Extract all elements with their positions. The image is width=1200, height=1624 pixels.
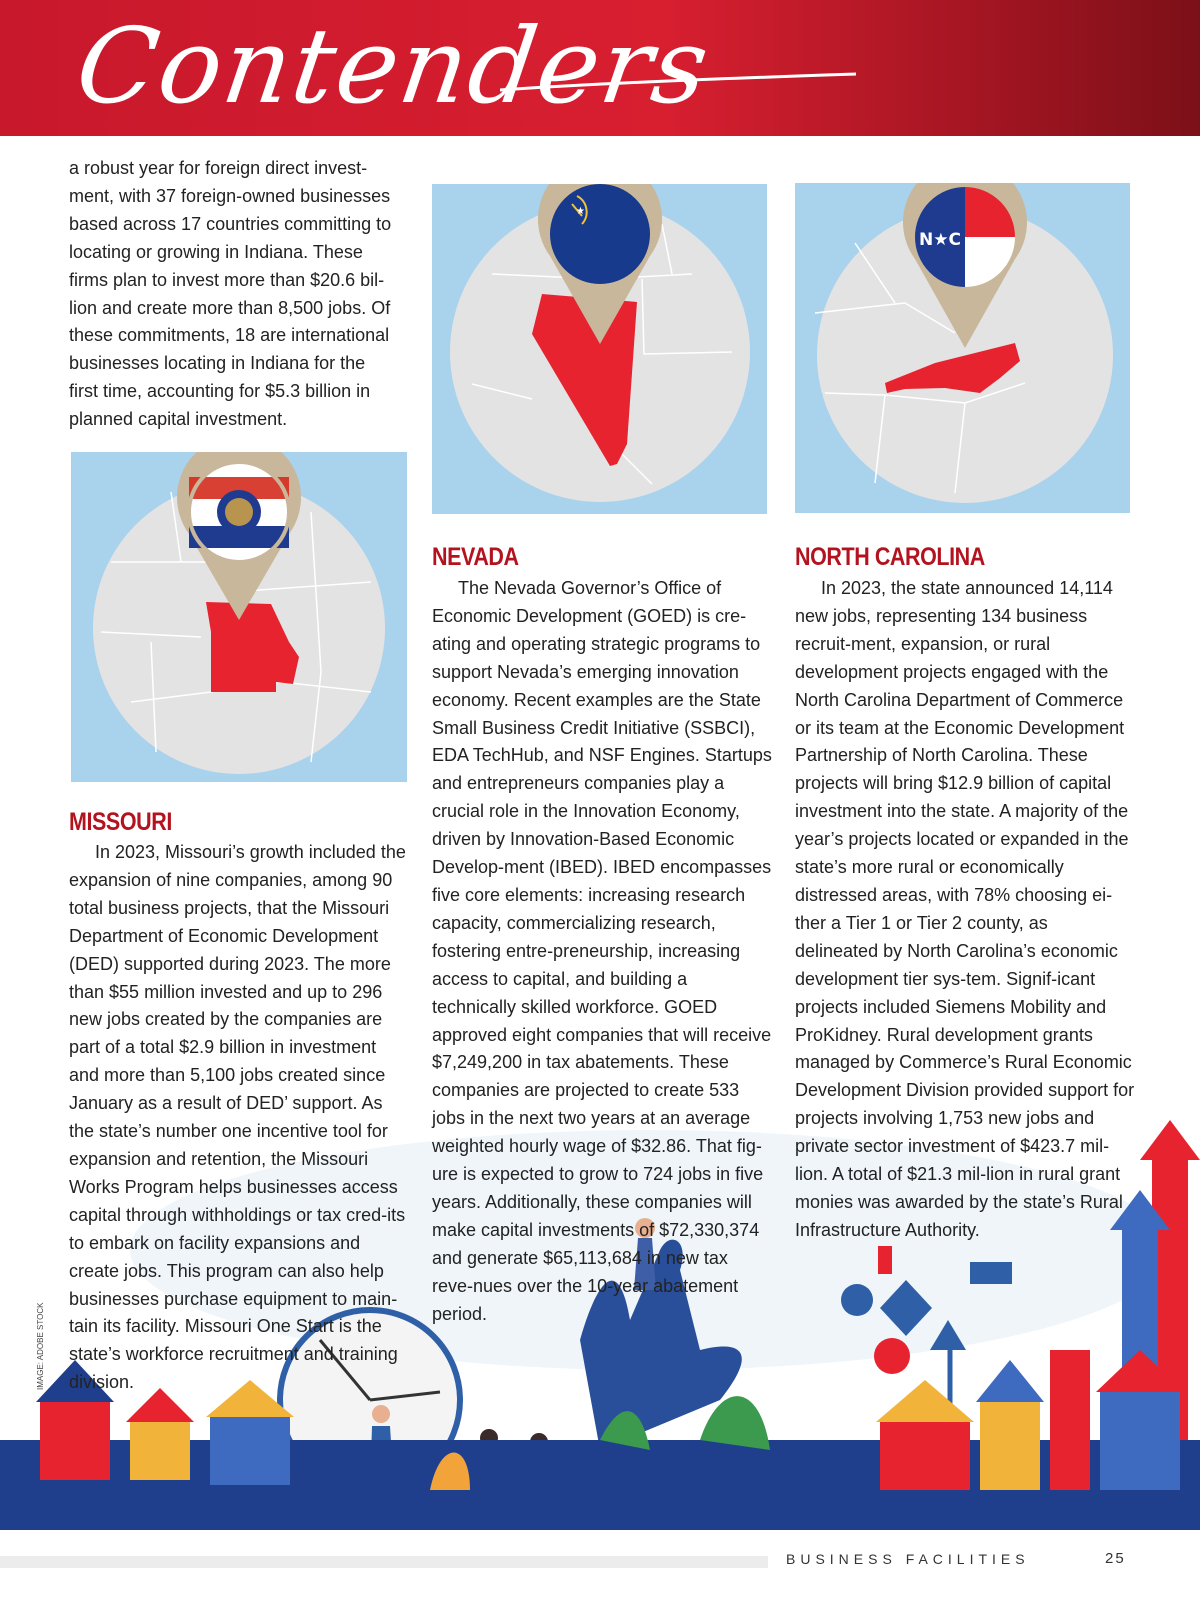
north-carolina-paragraph: In 2023, the state announced 14,114 new jobs, representing 134 business recruit-ment, expansion, or rural development projects engaged with the North Carolina Department of Commerce or its team at the Economic Development Partnership of North Carolina. These projects will bring $12.9 billion of capital investment into the state. A majority of the year’s projects located or expanded in the state’s more rural or economically distressed areas, with 78% choosing ei-ther a Tier 1 or Tier 2 county, as delineated by North Carolina’s economic development tier sys-tem. Signif-icant projects included Siemens Mobility and ProKidney. Rural development grants managed by Commerce’s Rural Economic Development Division provided support for projects involving 1,753 new jobs and private sector investment of $423.7 mil-lion. A total of $21.3 mil-lion in rural grant monies was awarded by the state’s Rural Infrastructure Authority. xyxy=(795,578,1135,1240)
footer-bar xyxy=(0,1556,768,1568)
missouri-heading: MISSOURI xyxy=(69,808,172,836)
missouri-paragraph: In 2023, Missouri’s growth included the expansion of nine companies, among 90 total business projects, that the Missouri Department of Economic Development (DED) supported during 2023. The more than $55 million invested and up to 296 new jobs created by the companies are part of a total $2.9 billion in investment and more than 5,100 jobs created since January as a result of DED’ support. As the state’s number one incentive tool for expansion and retention, the Missouri Works Program helps businesses access capital through withholdings or tax cred-its to embark on facility expansions and create jobs. This program can also help businesses purchase equipment to main-tain its facility. Missouri One Start is the state’s workforce recruitment and training division. xyxy=(69,842,406,1393)
nevada-heading: NEVADA xyxy=(432,543,519,571)
north-carolina-heading: NORTH CAROLINA xyxy=(795,543,985,571)
header-banner xyxy=(0,0,1200,136)
image-credit: IMAGE: ADOBE STOCK xyxy=(36,1302,45,1390)
north-carolina-map xyxy=(795,183,1130,513)
footer-publication: BUSINESS FACILITIES xyxy=(786,1551,1030,1567)
nc-flag-letters: N★C xyxy=(919,230,961,250)
svg-text:★: ★ xyxy=(576,206,585,217)
title-swash xyxy=(500,60,860,100)
nc-flag-date-top: 20th 1775 xyxy=(927,208,958,215)
nc-flag-date-bottom: 12th 1776 xyxy=(927,270,958,277)
missouri-map xyxy=(71,452,407,782)
page-number: 25 xyxy=(1105,1550,1126,1567)
page-title: Contenders xyxy=(69,5,718,127)
intro-paragraph: a robust year for foreign direct invest-ment, with 37 foreign-owned businesses based across 17 countries committing to locating or growing in Indiana. These firms plan to invest more than $20.6 bil-lion and create more than 8,500 jobs. Of these commitments, 18 are international businesses locating in Indiana for the first time, accounting for $5.3 billion in planned capital investment. xyxy=(69,158,392,430)
nevada-paragraph: The Nevada Governor’s Office of Economic Development (GOED) is cre-ating and operating strategic programs to support Nevada’s emerging innovation economy. Recent examples are the State Small Business Credit Initiative (SSBCI), EDA TechHub, and NSF Engines. Startups and entrepreneurs companies play a crucial role in the Innovation Economy, driven by Innovation-Based Economic Develop-ment (IBED). IBED encompasses five core elements: increasing research capacity, commercializing research, fostering entre-preneurship, increasing access to capital, and building a technically skilled workforce. GOED approved eight companies that will receive $7,249,200 in tax abatements. These companies are projected to create 533 jobs in the next two years at an average weighted hourly wage of $32.86. That fig-ure is expected to grow to 724 jobs in five years. Additionally, these companies will make capital investments of $72,330,374 and generate $65,113,684 in new tax reve-nues over the 10-year abatement period. xyxy=(432,578,772,1324)
nevada-map xyxy=(432,184,767,514)
